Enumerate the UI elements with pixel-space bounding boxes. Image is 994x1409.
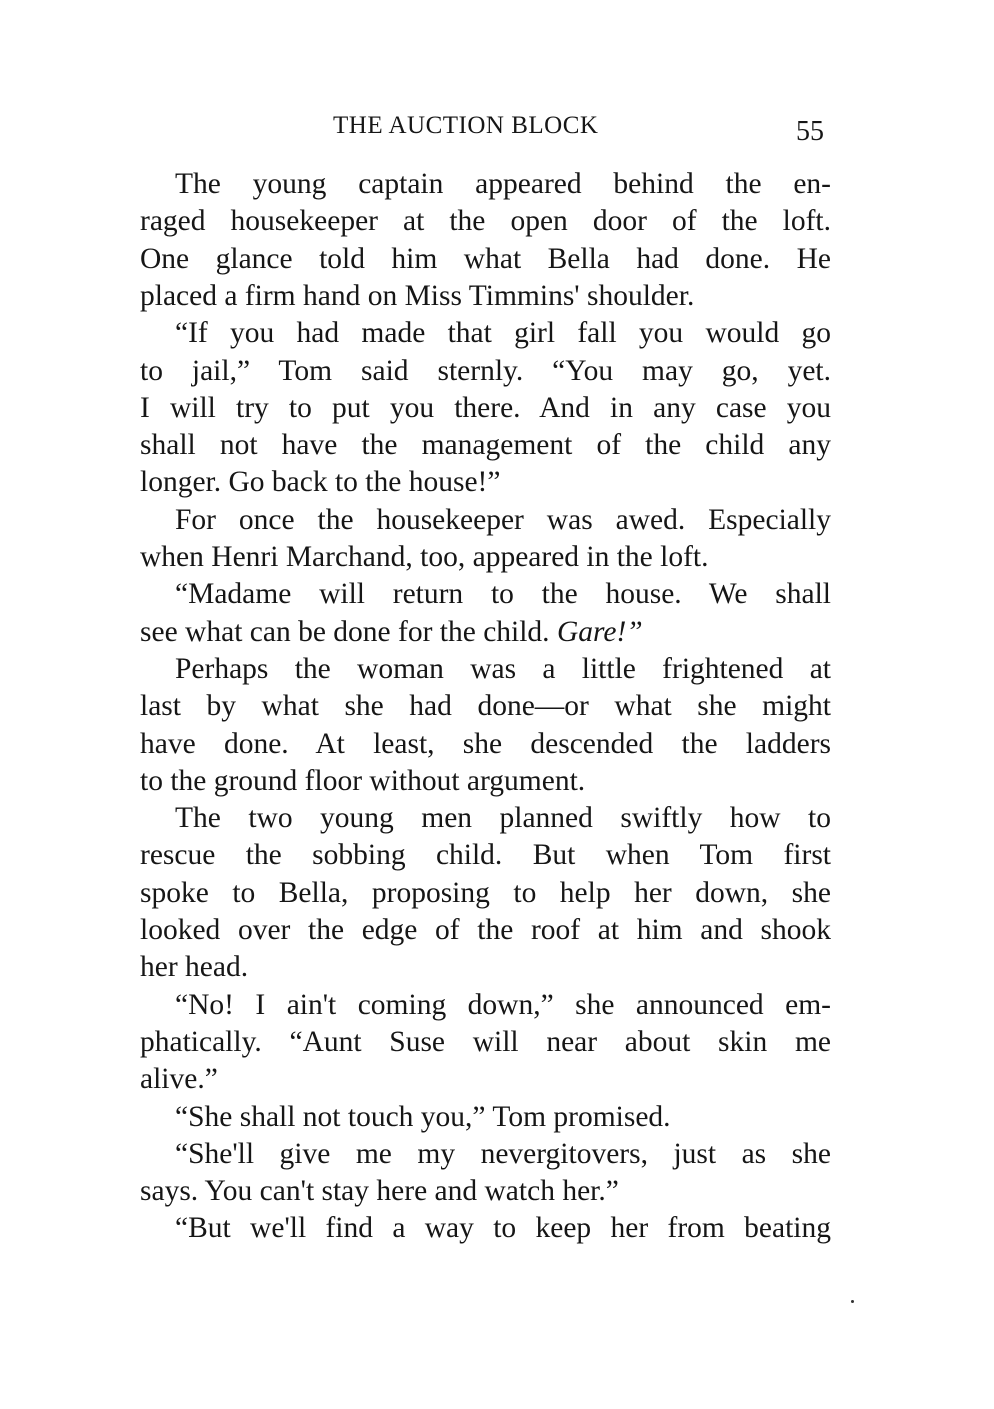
- text-line: [175, 651, 831, 688]
- text-line: [175, 166, 831, 203]
- text-line: [140, 875, 831, 912]
- text-line-content: longer. Go back to the house!”: [140, 466, 501, 499]
- text-line: [175, 502, 831, 539]
- text-line-content: One glance told him what Bella had done. He: [140, 242, 831, 275]
- text-line-content: For once the housekeeper was awed. Especially: [175, 503, 831, 536]
- text-line: [175, 1099, 831, 1136]
- text-line: [140, 278, 831, 315]
- italic-word: Gare!”: [556, 615, 643, 648]
- text-line-content: “She shall not touch you,” Tom promised.: [175, 1100, 671, 1133]
- text-line: [175, 576, 831, 613]
- text-line: [175, 800, 831, 837]
- text-line: [140, 427, 831, 464]
- text-line-content: Perhaps the woman was a little frightened at: [175, 652, 831, 685]
- text-line-content: raged housekeeper at the open door of the loft.: [140, 205, 831, 238]
- text-line: [140, 539, 831, 576]
- text-line: [175, 1210, 831, 1247]
- text-line: [140, 763, 831, 800]
- text-line-content: spoke to Bella, proposing to help her down, she: [140, 876, 831, 909]
- text-line: [140, 837, 831, 874]
- text-line-content: “But we'll find a way to keep her from beating: [175, 1212, 831, 1245]
- text-line-content: have done. At least, she descended the ladders: [140, 727, 831, 760]
- text-line: [140, 912, 831, 949]
- text-line: [140, 949, 831, 986]
- text-line-content: rescue the sobbing child. But when Tom first: [140, 839, 831, 872]
- text-line: [175, 987, 831, 1024]
- running-title: THE AUCTION BLOCK: [333, 112, 599, 139]
- text-line-content: to jail,” Tom said sternly. “You may go, yet.: [140, 354, 831, 387]
- text-line-content: phatically. “Aunt Suse will near about skin me: [140, 1025, 831, 1058]
- text-line: [175, 315, 831, 352]
- text-line-content: “She'll give me my nevergitovers, just as she: [175, 1137, 831, 1170]
- text-line: [140, 688, 831, 725]
- text-line-content: last by what she had done—or what she might: [140, 690, 831, 723]
- text-line-content: “If you had made that girl fall you would go: [175, 317, 831, 350]
- text-line: [140, 203, 831, 240]
- text-line-content: The two young men planned swiftly how to: [175, 802, 831, 835]
- text-line-content: to the ground floor without argument.: [140, 764, 586, 797]
- text-line-content: looked over the edge of the roof at him and shook: [140, 914, 831, 946]
- text-line: [140, 390, 831, 427]
- text-line-content: see what can be done for the child.: [140, 615, 557, 648]
- text-line-content: “Madame will return to the house. We shall: [175, 578, 831, 611]
- text-line-content: alive.”: [140, 1063, 218, 1096]
- text-line: [140, 1173, 831, 1210]
- text-line: [140, 614, 831, 651]
- text-line-content: “No! I ain't coming down,” she announced em-: [175, 988, 831, 1021]
- text-line-content: shall not have the management of the child any: [140, 429, 831, 462]
- text-line-content: The young captain appeared behind the en-: [175, 168, 831, 200]
- text-line-content: when Henri Marchand, too, appeared in the loft.: [140, 541, 709, 573]
- text-line-content: says. You can't stay here and watch her.”: [140, 1175, 619, 1208]
- text-line-content: I will try to put you there. And in any case you: [140, 391, 831, 424]
- print-speck: [851, 1300, 854, 1303]
- text-line-content: her head.: [140, 951, 249, 984]
- text-line: [140, 241, 831, 278]
- text-line-content: placed a firm hand on Miss Timmins' shoulder.: [140, 279, 695, 312]
- text-line: [140, 464, 831, 501]
- text-line: [140, 1061, 831, 1098]
- page-number: 55: [796, 116, 824, 147]
- text-line: [140, 1024, 831, 1061]
- text-line: [140, 353, 831, 390]
- text-line: [140, 726, 831, 763]
- text-line: [175, 1136, 831, 1173]
